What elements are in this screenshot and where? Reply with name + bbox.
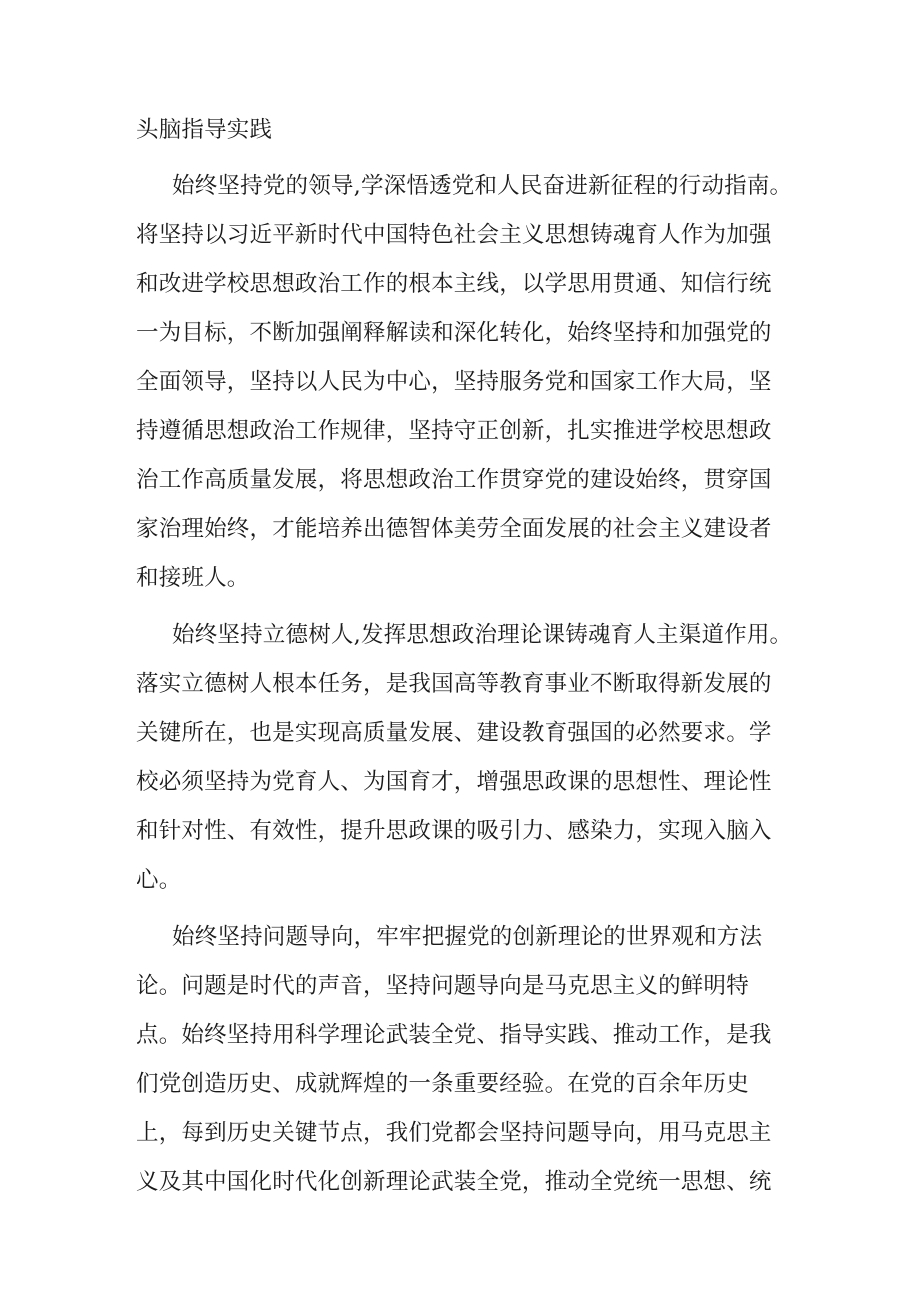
text-line: 心。 (136, 867, 182, 893)
text-line: 头脑指导实践 (136, 117, 273, 143)
text-line: 校必须坚持为党育人、为国育才，增强思政课的思想性、理论性 (136, 769, 772, 795)
text-line: 和针对性、有效性，提升思政课的吸引力、感染力，实现入脑入 (136, 818, 772, 844)
text-line: 持遵循思想政治工作规律，坚持守正创新，扎实推进学校思想政 (136, 418, 772, 444)
text-line: 们党创造历史、成就辉煌的一条重要经验。在党的百余年历史 (136, 1071, 749, 1097)
text-line: 点。始终坚持用科学理论武装全党、指导实践、推动工作，是我 (136, 1022, 772, 1048)
paragraph-first-line: 始终坚持党的领导,学深悟透党和人民奋进新征程的行动指南。 (172, 173, 793, 199)
text-line: 和接班人。 (136, 565, 250, 591)
text-line: 落实立德树人根本任务，是我国高等教育事业不断取得新发展的 (136, 671, 772, 697)
text-line: 全面领导，坚持以人民为中心，坚持服务党和国家工作大局，坚 (136, 369, 772, 395)
paragraph-first-line: 始终坚持问题导向，牢牢把握党的创新理论的世界观和方法 (172, 924, 763, 950)
text-line: 治工作高质量发展，将思想政治工作贯穿党的建设始终，贯穿国 (136, 467, 772, 493)
text-line: 家治理始终，才能培养出德智体美劳全面发展的社会主义建设者 (136, 516, 772, 542)
paragraph-first-line: 始终坚持立德树人,发挥思想政治理论课铸魂育人主渠道作用。 (172, 622, 793, 648)
text-line: 一为目标，不断加强阐释解读和深化转化，始终坚持和加强党的 (136, 320, 772, 346)
text-line: 论。问题是时代的声音，坚持问题导向是马克思主义的鲜明特 (136, 973, 749, 999)
text-line: 关键所在，也是实现高质量发展、建设教育强国的必然要求。学 (136, 720, 772, 746)
text-line: 将坚持以习近平新时代中国特色社会主义思想铸魂育人作为加强 (136, 222, 772, 248)
text-line: 和改进学校思想政治工作的根本主线，以学思用贯通、知信行统 (136, 271, 772, 297)
text-line: 上，每到历史关键节点，我们党都会坚持问题导向，用马克思主 (136, 1120, 772, 1146)
text-line: 义及其中国化时代化创新理论武装全党，推动全党统一思想、统 (136, 1169, 772, 1195)
